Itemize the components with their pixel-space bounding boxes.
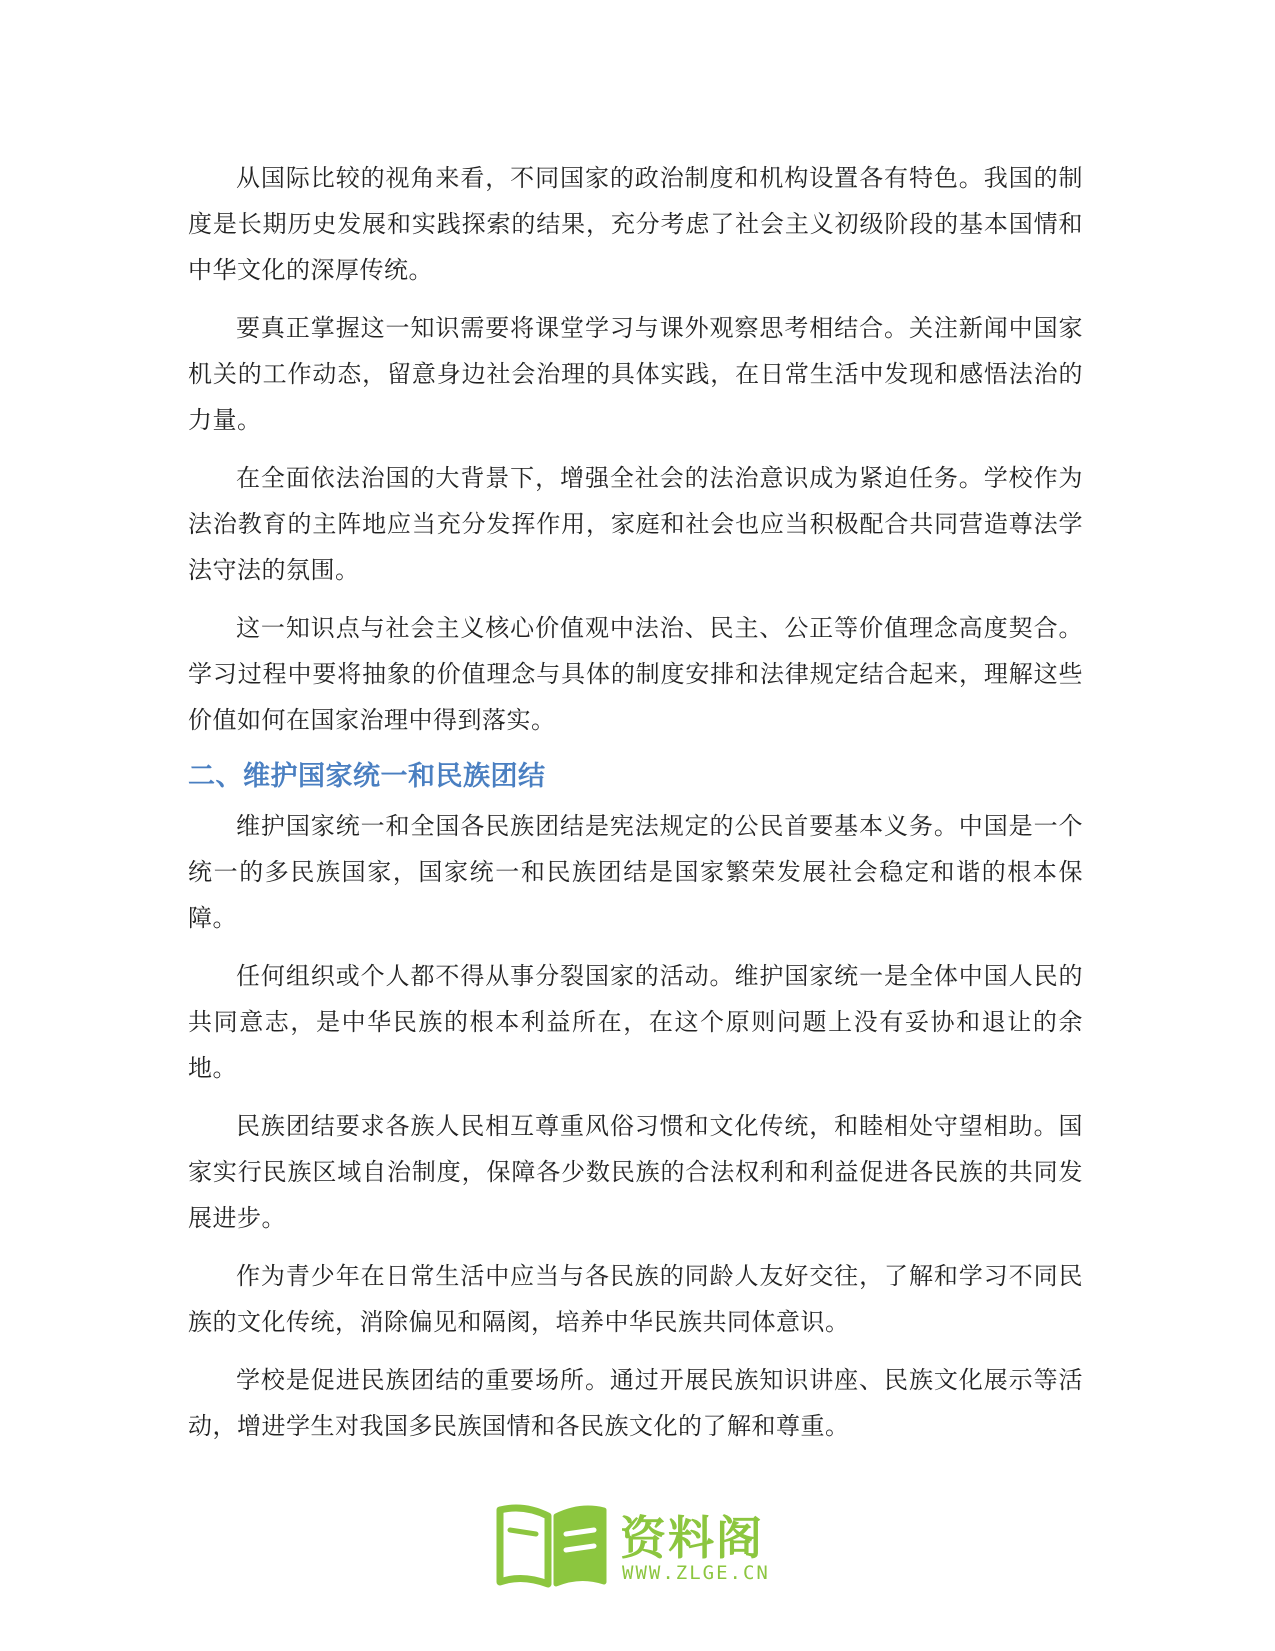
paragraph: 民族团结要求各族人民相互尊重风俗习惯和文化传统，和睦相处守望相助。国家实行民族区域自治制度，保障各少数民族的合法权利和利益促进各民族的共同发展进步。 — [188, 1112, 1083, 1232]
section-heading: 二、维护国家统一和民族团结 — [188, 761, 546, 792]
paragraph: 维护国家统一和全国各民族团结是宪法规定的公民首要基本义务。中国是一个统一的多民族国家，国家统一和民族团结是国家繁荣发展社会稳定和谐的根本保障。 — [188, 812, 1083, 932]
paragraph: 学校是促进民族团结的重要场所。通过开展民族知识讲座、民族文化展示等活动，增进学生对我国多民族国情和各民族文化的了解和尊重。 — [188, 1366, 1083, 1440]
paragraph: 这一知识点与社会主义核心价值观中法治、民主、公正等价值理念高度契合。学习过程中要将抽象的价值理念与具体的制度安排和法律规定结合起来，理解这些价值如何在国家治理中得到落实。 — [188, 614, 1083, 734]
watermark-name: 资料阁 — [620, 1511, 764, 1565]
document-body — [188, 155, 1083, 1461]
paragraph: 在全面依法治国的大背景下，增强全社会的法治意识成为紧迫任务。学校作为法治教育的主阵地应当充分发挥作用，家庭和社会也应当积极配合共同营造尊法学法守法的氛围。 — [188, 464, 1083, 584]
paragraph: 要真正掌握这一知识需要将课堂学习与课外观察思考相结合。关注新闻中国家机关的工作动态，留意身边社会治理的具体实践，在日常生活中发现和感悟法治的力量。 — [188, 314, 1083, 434]
paragraph: 从国际比较的视角来看，不同国家的政治制度和机构设置各有特色。我国的制度是长期历史发展和实践探索的结果，充分考虑了社会主义初级阶段的基本国情和中华文化的深厚传统。 — [188, 164, 1083, 284]
paragraph: 任何组织或个人都不得从事分裂国家的活动。维护国家统一是全体中国人民的共同意志，是中华民族的根本利益所在，在这个原则问题上没有妥协和退让的余地。 — [188, 962, 1083, 1082]
paragraph: 作为青少年在日常生活中应当与各民族的同龄人友好交往，了解和学习不同民族的文化传统，消除偏见和隔阂，培养中华民族共同体意识。 — [188, 1262, 1083, 1336]
watermark-url: WWW.ZLGE.CN — [622, 1562, 770, 1584]
open-book-icon — [492, 1500, 612, 1596]
watermark-logo — [492, 1500, 792, 1600]
